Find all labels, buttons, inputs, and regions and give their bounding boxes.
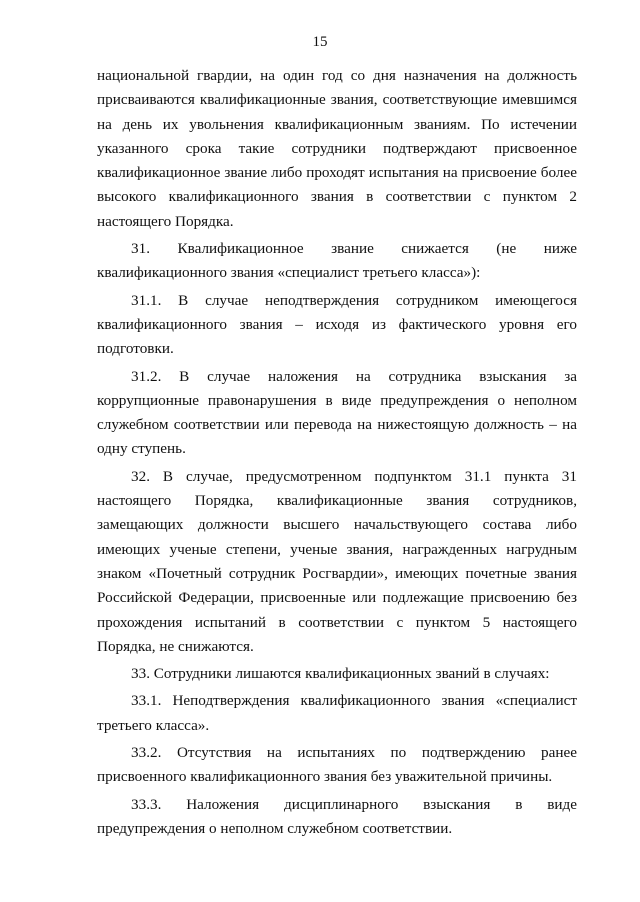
paragraph-32: 32. В случае, предусмотренном подпунктом 31.1 пункта 31 настоящего Порядка, квалификационные звания сотрудников, замещающих должности высшего начальствующего состава либо имеющих ученые степени, ученые звания, награжденных нагрудным знаком «Почетный сотрудник Росгвардии», имеющих почетные звания Российской Федерации, присвоенные или подлежащие присвоению без прохождения испытаний в соответствии с пунктом 5 настоящего Порядка, не снижаются. <box>97 467 577 655</box>
paragraph-33: 33. Сотрудники лишаются квалификационных званий в случаях: <box>131 665 550 683</box>
paragraph-31: 31. Квалификационное звание снижается (не ниже квалификационного звания «специалист третьего класса»): <box>97 240 577 282</box>
paragraph-33-2: 33.2. Отсутствия на испытаниях по подтверждению ранее присвоенного квалификационного звания без уважительной причины. <box>97 744 577 786</box>
paragraph-33-1: 33.1. Неподтверждения квалификационного звания «специалист третьего класса». <box>97 692 577 734</box>
paragraph-31-2: 31.2. В случае наложения на сотрудника взыскания за коррупционные правонарушения в виде предупреждения о неполном служебном соответствии или перевода на нижестоящую должность – на одну ступень. <box>97 367 577 458</box>
document-body <box>97 64 577 841</box>
paragraph-31-1: 31.1. В случае неподтверждения сотрудником имеющегося квалификационного звания – исходя из фактического уровня его подготовки. <box>97 291 577 358</box>
paragraph-continuation: национальной гвардии, на один год со дня назначения на должность присваиваются квалификационные звания, соответствующие имевшимся на день их увольнения квалификационным званиям. По истечении указанного срока такие сотрудники подтверждают присвоенное квалификационное звание либо проходят испытания на присвоение более высокого квалификационного звания в соответствии с пунктом 2 настоящего Порядка. <box>97 67 577 230</box>
page-number: 15 <box>312 34 328 50</box>
paragraph-33-3: 33.3. Наложения дисциплинарного взыскания в виде предупреждения о неполном служебном соответствии. <box>97 795 577 837</box>
